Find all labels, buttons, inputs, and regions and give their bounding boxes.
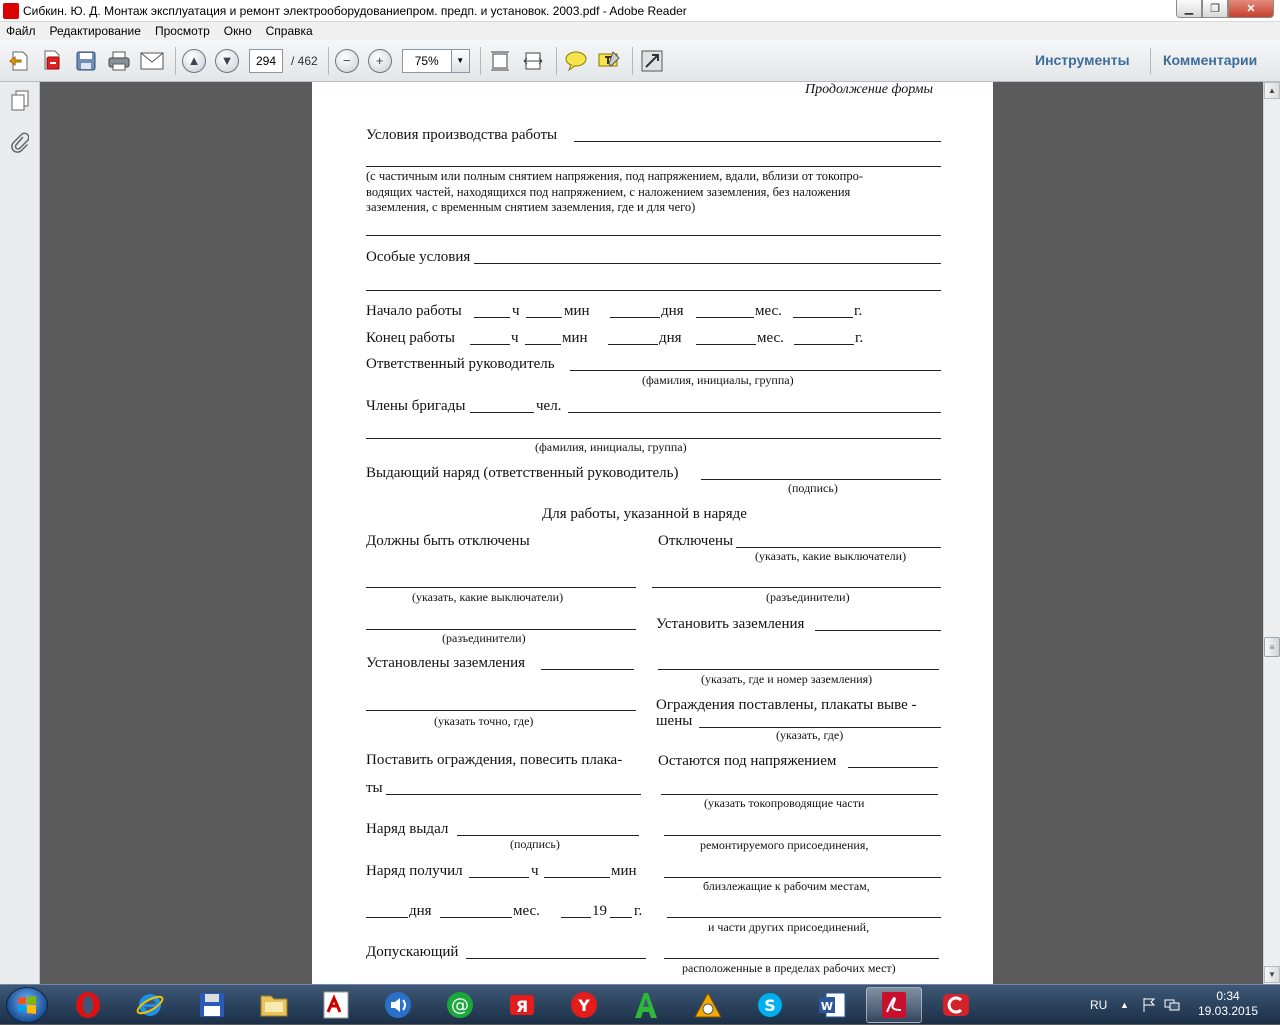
- fill-line: [366, 290, 941, 291]
- form-continuation-header: Продолжение формы: [805, 82, 933, 97]
- scroll-up-arrow[interactable]: ▲: [1264, 82, 1280, 99]
- yandex-browser-taskbar-icon[interactable]: [556, 987, 612, 1023]
- previous-page-button[interactable]: ▲: [182, 49, 206, 73]
- mail-agent-taskbar-icon[interactable]: [432, 987, 488, 1023]
- fill-line: [815, 630, 941, 631]
- fill-line: [525, 344, 561, 345]
- clock-time: 0:34: [1216, 989, 1240, 1003]
- grounding-where-note: (указать, где и номер заземления): [701, 672, 873, 686]
- fill-line: [366, 235, 941, 236]
- unit-minutes: мин: [564, 303, 590, 319]
- issuer-label: Выдающий наряд (ответственный руководитель): [366, 465, 679, 481]
- disabled-label: Отключены: [658, 533, 734, 549]
- speaker-taskbar-icon[interactable]: [370, 987, 426, 1023]
- zoom-out-button[interactable]: −: [335, 49, 359, 73]
- taskbar: [0, 984, 1280, 1024]
- work-conditions-note: заземления, с временным снятием заземления, где и для чего): [366, 200, 696, 214]
- fit-width-icon[interactable]: [520, 48, 546, 74]
- fill-line: [664, 835, 941, 836]
- within-work-places-note: расположенные в пределах рабочих мест): [682, 961, 896, 975]
- zoom-input[interactable]: 75%: [402, 49, 452, 73]
- fill-line: [440, 917, 512, 918]
- green-a-taskbar-icon[interactable]: [618, 987, 674, 1023]
- fill-line: [366, 166, 941, 167]
- must-be-disabled-label: Должны быть отключены: [366, 533, 530, 549]
- fill-line: [470, 344, 510, 345]
- name-note: (фамилия, инициалы, группа): [535, 440, 687, 454]
- disconnectors-note: (разъединители): [766, 590, 850, 604]
- fill-line: [366, 438, 941, 439]
- comments-panel-link[interactable]: Комментарии: [1163, 52, 1258, 68]
- which-switches-note: (указать, какие выключатели): [755, 549, 907, 563]
- fill-line: [386, 794, 641, 795]
- unit-month: мес.: [513, 903, 540, 919]
- email-icon[interactable]: [139, 48, 165, 74]
- zoom-select[interactable]: [402, 49, 470, 73]
- fill-line: [474, 263, 941, 264]
- grounding-installed-label: Установлены заземления: [366, 655, 526, 671]
- toolbar-separator: [556, 47, 557, 75]
- scroll-down-arrow[interactable]: ▼: [1264, 966, 1280, 983]
- unit-year: г.: [854, 303, 863, 319]
- unit-hours: ч: [511, 330, 519, 346]
- where-note: (указать, где): [776, 728, 844, 742]
- menu-bar: [0, 22, 1280, 40]
- start-work-label: Начало работы: [366, 303, 462, 319]
- unit-month: мес.: [757, 330, 784, 346]
- next-page-button[interactable]: ▼: [215, 49, 239, 73]
- pdf-page: [312, 82, 993, 984]
- fill-line: [658, 669, 939, 670]
- tools-panel-link[interactable]: Инструменты: [1035, 52, 1130, 68]
- attachments-icon[interactable]: [10, 132, 30, 154]
- red-app-taskbar-icon[interactable]: [928, 987, 984, 1023]
- toolbar-separator: [632, 47, 633, 75]
- svg-text:Y: Y: [578, 996, 590, 1015]
- fill-line: [661, 794, 938, 795]
- fill-line: [466, 958, 646, 959]
- conductive-parts-note: (указать токопроводящие части: [704, 796, 865, 810]
- near-work-places-note: близлежащие к рабочим местам,: [703, 879, 870, 893]
- start-button[interactable]: [6, 987, 48, 1023]
- fill-line: [793, 317, 853, 318]
- skype-taskbar-icon[interactable]: [742, 987, 798, 1023]
- unit-hours: ч: [531, 863, 539, 879]
- menu-view[interactable]: Просмотр: [154, 24, 210, 38]
- menu-file[interactable]: Файл: [6, 24, 36, 38]
- highlight-icon[interactable]: [596, 48, 622, 74]
- save-icon[interactable]: [73, 48, 99, 74]
- signature-note: (подпись): [788, 481, 838, 495]
- which-switches-note: (указать, какие выключатели): [412, 590, 564, 604]
- vertical-scrollbar[interactable]: [1263, 82, 1280, 984]
- daemon-tools-taskbar-icon[interactable]: [680, 987, 736, 1023]
- fit-page-icon[interactable]: [487, 48, 513, 74]
- page-number-input[interactable]: 294: [249, 49, 283, 73]
- unit-month: мес.: [755, 303, 782, 319]
- system-clock[interactable]: [1190, 989, 1266, 1019]
- section-title: Для работы, указанной в наряде: [542, 506, 747, 522]
- fill-line: [470, 412, 534, 413]
- toolbar-separator: [175, 47, 176, 75]
- brigade-members-label: Члены бригады: [366, 398, 466, 414]
- work-conditions-note: водящих частей, находящихся под напряжением, с наложением заземления, без наложения: [366, 185, 851, 199]
- adobe-reader-taskbar-icon[interactable]: [866, 987, 922, 1023]
- menu-edit[interactable]: Редактирование: [49, 24, 141, 38]
- fill-line: [526, 317, 562, 318]
- fill-line: [366, 629, 636, 630]
- fill-line: [664, 877, 941, 878]
- unit-minutes: мин: [611, 863, 637, 879]
- combine-files-icon[interactable]: [40, 48, 66, 74]
- svg-text:Я: Я: [515, 997, 529, 1016]
- name-note: (фамилия, инициалы, группа): [642, 373, 794, 387]
- fill-line: [608, 344, 658, 345]
- unit-hours: ч: [512, 303, 520, 319]
- fill-line: [574, 141, 941, 142]
- print-icon[interactable]: [106, 48, 132, 74]
- fill-line: [667, 917, 941, 918]
- maximize-button[interactable]: ❐: [1202, 0, 1228, 18]
- fences-installed-label: Ограждения поставлены, плакаты выве -: [656, 697, 917, 713]
- title-bar: [0, 0, 1280, 22]
- window-title: Сибкин. Ю. Д. Монтаж эксплуатация и ремонт электрооборудованиепром. предп. и установок. 2003.pdf - Adobe Reader: [23, 3, 687, 18]
- end-work-label: Конец работы: [366, 330, 455, 346]
- unit-day: дня: [409, 903, 432, 919]
- install-grounding-label: Установить заземления: [656, 616, 805, 632]
- fill-line: [568, 412, 941, 413]
- word-taskbar-icon[interactable]: [804, 987, 860, 1023]
- order-issued-label: Наряд выдал: [366, 821, 449, 837]
- remain-energized-label: Остаются под напряжением: [658, 753, 837, 769]
- other-connections-note: и части других присоединений,: [708, 920, 870, 934]
- responsible-manager-label: Ответственный руководитель: [366, 356, 555, 372]
- acrobat-x-taskbar-icon[interactable]: [308, 987, 364, 1023]
- fill-line: [469, 877, 529, 878]
- fill-line: [794, 344, 854, 345]
- toolbar-separator: [328, 47, 329, 75]
- zoom-dropdown-arrow[interactable]: ▼: [452, 49, 470, 73]
- unit-minutes: мин: [562, 330, 588, 346]
- opera-taskbar-icon[interactable]: [60, 987, 116, 1023]
- fill-line: [701, 479, 941, 480]
- admitting-label: Допускающий: [366, 944, 459, 960]
- work-conditions-note: (с частичным или полным снятием напряжения, под напряжением, вдали, вблизи от токопро-: [366, 169, 863, 183]
- page-total: / 462: [291, 53, 318, 68]
- navigation-pane: [0, 82, 40, 984]
- special-conditions-label: Особые условия: [366, 249, 471, 265]
- unit-day: дня: [659, 330, 682, 346]
- internet-explorer-taskbar-icon[interactable]: [122, 987, 178, 1023]
- menu-window[interactable]: Окно: [223, 24, 252, 38]
- menu-help[interactable]: Справка: [265, 24, 313, 38]
- floppy-disk-taskbar-icon[interactable]: [184, 987, 240, 1023]
- fill-line: [664, 958, 939, 959]
- fill-line: [696, 344, 756, 345]
- fill-line: [366, 587, 636, 588]
- fill-line: [366, 710, 636, 711]
- toolbar: [0, 40, 1280, 82]
- svg-text:@: @: [451, 995, 469, 1016]
- unit-people: чел.: [536, 398, 562, 414]
- svg-text:W: W: [820, 1000, 834, 1013]
- toolbar-separator: [1150, 48, 1151, 74]
- fill-line: [474, 317, 510, 318]
- scrollbar-thumb[interactable]: ≡: [1264, 637, 1280, 657]
- work-conditions-label: Условия производства работы: [366, 127, 558, 143]
- fill-line: [696, 317, 754, 318]
- unit-year: г.: [855, 330, 864, 346]
- adobe-reader-icon: [3, 3, 19, 19]
- full-screen-icon[interactable]: [639, 48, 665, 74]
- create-pdf-icon[interactable]: [7, 48, 33, 74]
- network-icon[interactable]: [1164, 985, 1180, 1025]
- language-code: RU: [1090, 998, 1108, 1012]
- yandex-taskbar-icon[interactable]: [494, 987, 550, 1023]
- fill-line: [848, 767, 938, 768]
- order-received-label: Наряд получил: [366, 863, 463, 879]
- fill-line: [570, 370, 941, 371]
- window-controls: [1176, 0, 1274, 18]
- fill-line: [610, 317, 660, 318]
- close-button[interactable]: ✕: [1228, 0, 1274, 18]
- fill-line: [610, 917, 632, 918]
- repaired-connection-note: ремонтируемого присоединения,: [700, 838, 869, 852]
- clock-date: 19.03.2015: [1197, 1004, 1259, 1018]
- fill-line: [544, 877, 610, 878]
- language-indicator[interactable]: [1090, 985, 1107, 1025]
- put-fences-label: Поставить ограждения, повесить плака-: [366, 752, 623, 768]
- fill-line: [366, 917, 408, 918]
- fill-line: [541, 669, 634, 670]
- svg-text:S: S: [764, 996, 776, 1015]
- page-thumbnails-icon[interactable]: [10, 90, 30, 112]
- unit-year: г.: [634, 903, 643, 919]
- fill-line: [736, 547, 941, 548]
- document-viewport[interactable]: [41, 82, 1263, 984]
- put-fences-label-cont: ты: [366, 780, 383, 796]
- fill-line: [652, 587, 941, 588]
- file-explorer-taskbar-icon[interactable]: [246, 987, 302, 1023]
- toolbar-separator: [480, 47, 481, 75]
- zoom-in-button[interactable]: +: [368, 49, 392, 73]
- exactly-where-note: (указать точно, где): [434, 714, 534, 728]
- fill-line: [457, 835, 639, 836]
- action-center-icon[interactable]: [1142, 985, 1158, 1025]
- comment-note-icon[interactable]: [563, 48, 589, 74]
- minimize-button[interactable]: ▁: [1176, 0, 1202, 18]
- disconnectors-note: (разъединители): [442, 631, 526, 645]
- fill-line: [561, 917, 591, 918]
- unit-day: дня: [661, 303, 684, 319]
- fences-installed-label-cont: шены: [656, 713, 693, 729]
- show-hidden-icons-arrow[interactable]: ▲: [1120, 1000, 1129, 1010]
- signature-note: (подпись): [510, 837, 560, 851]
- year-prefix: 19: [592, 903, 607, 919]
